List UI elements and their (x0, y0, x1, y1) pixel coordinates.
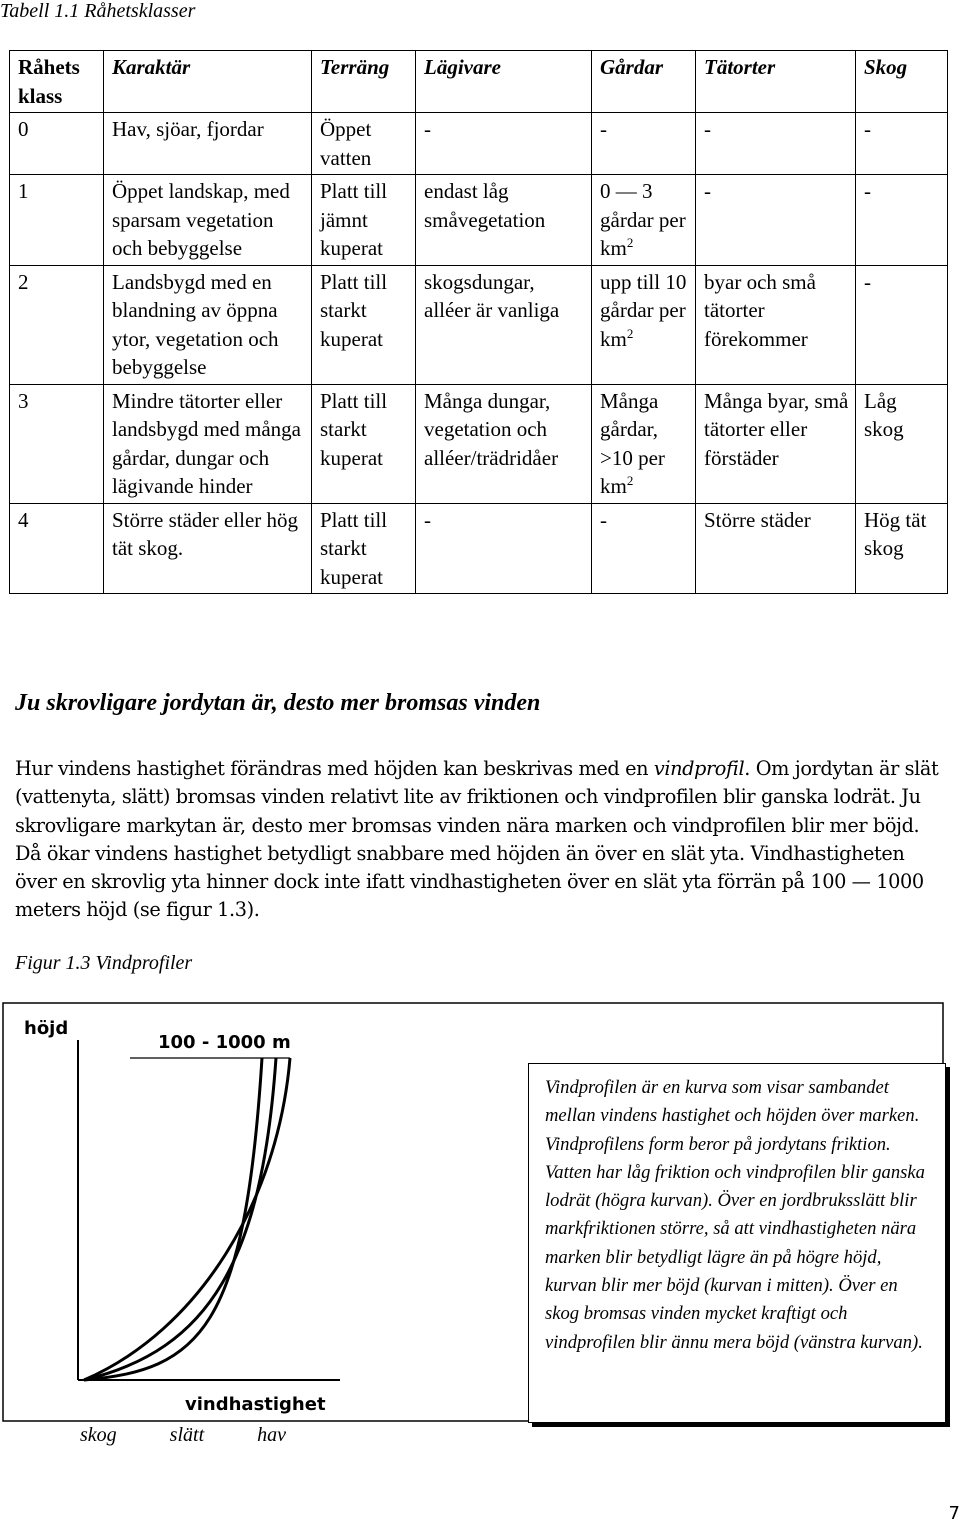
table-cell: - (696, 175, 856, 266)
superscript: 2 (626, 235, 634, 250)
table-header-row (10, 51, 948, 113)
table-cell: - (592, 503, 696, 594)
superscript: 2 (626, 325, 634, 341)
table-cell: Större städer eller hög tät skog. (104, 503, 312, 594)
table-cell: 1 (10, 175, 104, 266)
table-cell: - (856, 265, 948, 384)
table-cell: Landsbygd med en blandning av öppna ytor, vegetation och bebyggelse (104, 265, 312, 384)
table-cell: 3 (10, 384, 104, 503)
header-cell: Terräng (312, 51, 416, 113)
cell-text: upp till 10 gårdar per km (600, 269, 687, 351)
table-caption: Tabell 1.1 Råhetsklasser (0, 0, 196, 22)
header-cell: Karaktär (104, 51, 312, 113)
paragraph-text: . Om jordytan är slät (vattenyta, slätt) bromsas vinden relativt lite av friktionen och vindprofilen blir ganska lodrät. Ju skrovligare markytan är, desto mer bromsas vinden nära marken och vindprofilen blir mer böjd. Då ökar vindens hastighet betydligt snabbare med höjden än över en slät yta. Vindhastigheten över en skrovlig yta hinner dock inte ifatt vindhastigheten över en slät yta förrän på 100 — 1000 meters höjd (se figur 1.3). (15, 757, 939, 922)
table-row (10, 265, 948, 384)
table-cell: - (696, 113, 856, 175)
figure-legend-text: Vindprofilen är en kurva som visar sambandet mellan vindens hastighet och höjden över marken. Vindprofilens form beror på jordytans friktion. Vatten har låg friktion och vindprofilen blir ganska lodrät (högra kurvan). Över en jordbruksslätt blir markfriktionen större, så att vindhastigheten nära marken blir betydligt lägre än på högre höjd, kurvan blir mer böjd (kurvan i mitten). Över en skog bromsas vinden mycket kraftigt och vindprofilen blir ännu mera böjd (vänstra kurvan). (545, 1077, 925, 1353)
table-cell: Hav, sjöar, fjordar (104, 113, 312, 175)
table-cell: Hög tät skog (856, 503, 948, 594)
section-title: Ju skrovligare jordytan är, desto mer bromsas vinden (15, 690, 541, 716)
table-cell (592, 384, 696, 503)
paragraph-text: Hur vindens hastighet förändras med höjden kan beskrivas med en (15, 757, 654, 780)
curve-plain (84, 1058, 276, 1380)
header-cell: Tätorter (696, 51, 856, 113)
table-cell (592, 175, 696, 266)
cell-text: 0 — 3 gårdar per km (600, 179, 686, 260)
table-cell: Platt till starkt kuperat (312, 503, 416, 594)
roughness-table (9, 50, 948, 594)
table-cell: byar och små tätorter förekommer (696, 265, 856, 384)
body-paragraph (15, 755, 950, 925)
table-cell: Platt till jämnt kuperat (312, 175, 416, 266)
y-axis-label: höjd (24, 1018, 69, 1039)
table-cell: Platt till starkt kuperat (312, 384, 416, 503)
table-row (10, 113, 948, 175)
table-cell: 0 (10, 113, 104, 175)
table-cell: Större städer (696, 503, 856, 594)
table-cell: - (856, 113, 948, 175)
header-cell: Lägivare (416, 51, 592, 113)
table-row (10, 384, 948, 503)
table-cell: skogsdungar, alléer är vanliga (416, 265, 592, 384)
header-cell: Skog (856, 51, 948, 113)
curve-label-plain: slätt (169, 1424, 205, 1446)
table-cell: Öppet landskap, med sparsam vegetation och bebyggelse (104, 175, 312, 266)
table-cell: Öppet vatten (312, 113, 416, 175)
cell-text: Många gårdar, >10 per km (600, 388, 665, 498)
header-cell: Gårdar (592, 51, 696, 113)
table-cell: - (592, 113, 696, 175)
table-cell: Många byar, små tätorter eller förstäder (696, 384, 856, 503)
curve-label-sea: hav (257, 1424, 287, 1446)
table-row (10, 175, 948, 266)
page-number: 7 (948, 1503, 960, 1524)
table-cell: endast låg småvegetation (416, 175, 592, 266)
curve-forest (84, 1058, 262, 1380)
table-cell: Platt till starkt kuperat (312, 265, 416, 384)
superscript: 2 (626, 473, 634, 488)
table-cell: Mindre tätorter eller landsbygd med många gårdar, dungar och lägivande hinder (104, 384, 312, 503)
curve-label-forest: skog (80, 1424, 117, 1446)
table-cell: 2 (10, 265, 104, 384)
height-range-label: 100 - 1000 m (158, 1032, 291, 1053)
table-cell: - (416, 113, 592, 175)
header-cell: Råhets klass (10, 51, 104, 113)
table-cell: - (856, 175, 948, 266)
figure-caption: Figur 1.3 Vindprofiler (15, 952, 193, 974)
table-cell: - (416, 503, 592, 594)
curve-labels (80, 1424, 334, 1447)
table-cell: 4 (10, 503, 104, 594)
table-cell: Låg skog (856, 384, 948, 503)
x-axis-label: vindhastighet (185, 1394, 326, 1415)
table-cell: Många dungar, vegetation och alléer/trädridåer (416, 384, 592, 503)
paragraph-term: vindprofil (653, 757, 745, 780)
table-cell (592, 265, 696, 384)
table-row (10, 503, 948, 594)
figure-legend-box (528, 1063, 946, 1423)
